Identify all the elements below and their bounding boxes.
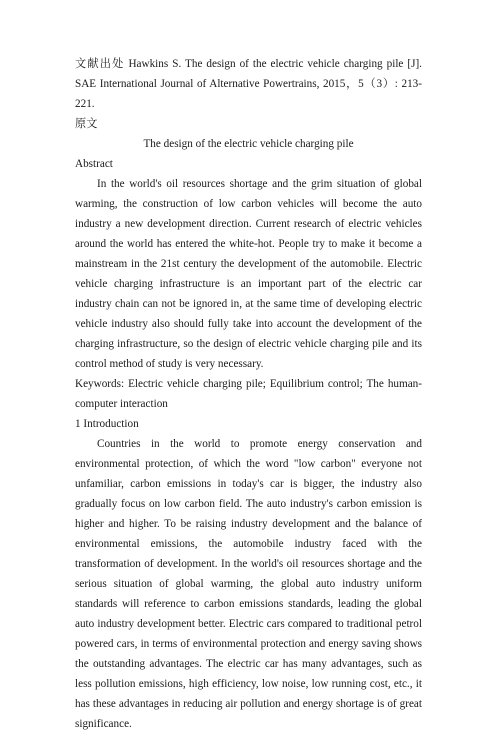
original-label: 原文 — [75, 118, 98, 130]
paper-title: The design of the electric vehicle charging pile — [143, 138, 354, 150]
introduction-heading: 1 Introduction — [75, 418, 139, 430]
abstract-body: In the world's oil resources shortage and the grim situation of global warming, the construction of low carbon vehicles will become the auto industry a new development direction. Current research of electric vehicles around the world has entered the white-hot. People try to make it become a mainstream in the 21st century the development of the automobile. Electric vehicle charging infrastructure is an important part of the electric car industry chain can not be ignored in, at the same time of developing electric vehicle industry also should fully take into account the development of the charging infrastructure, so the design of electric vehicle charging pile and its control method of study is very necessary. — [75, 178, 422, 370]
abstract-heading: Abstract — [75, 158, 113, 170]
keywords: Keywords: Electric vehicle charging pile; Equilibrium control; The human-computer interaction — [75, 378, 422, 410]
citation-label: 文献出处 — [75, 58, 125, 70]
citation-text: Hawkins S. The design of the electric vehicle charging pile [J]. SAE International Journal of Alternative Powertrains, 2015，5（3）: 213-221. — [75, 58, 422, 110]
citation-paragraph — [75, 54, 422, 114]
introduction-body: Countries in the world to promote energy conservation and environmental protection, of which the word "low carbon" everyone not unfamiliar, carbon emissions in today's car is bigger, the industry also gradually focus on low carbon field. The auto industry's carbon emission is higher and higher. To be raising industry development and the balance of environmental emissions, the automobile industry faced with the transformation of development. In the world's oil resources shortage and the serious situation of global warming, the global auto industry uniform standards will reference to carbon emissions standards, leading the global auto industry development better. Electric cars compared to traditional petrol powered cars, in terms of environmental protection and energy saving shows the outstanding advantages. The electric car has many advantages, such as less pollution emissions, high efficiency, low noise, low running cost, etc., it has these advantages in reducing air pollution and energy shortage is of great significance. — [75, 438, 422, 730]
